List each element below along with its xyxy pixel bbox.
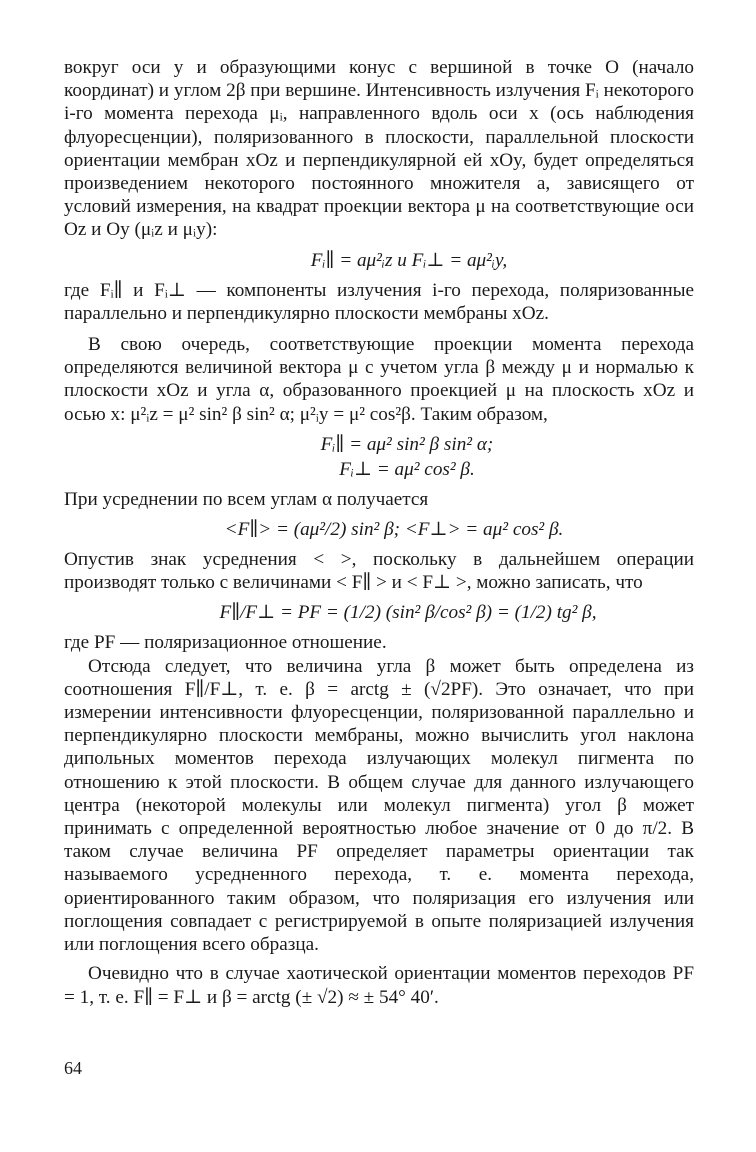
- formula-5: F∥/F⊥ = PF = (1/2) (sin² β/cos² β) = (1/2) tg² β,: [219, 602, 597, 624]
- page-body: [64, 56, 694, 1009]
- paragraph-2: где Fᵢ∥ и Fᵢ⊥ — компоненты излучения i-го перехода, поляризованные параллельно и перпендикулярно плоскости мембраны xOz.: [64, 279, 694, 324]
- formula-3: Fᵢ⊥ = aμ² cos² β.: [339, 458, 475, 480]
- paragraph-5: Опустив знак усреднения < >, поскольку в дальнейшем операции производят только с величинами < F∥ > и < F⊥ >, можно записать, что: [64, 549, 694, 594]
- paragraph-3: В свою очередь, соответствующие проекции момента перехода определяются величиной вектора μ с учетом угла β между μ и нормалью к плоскости xOz и угла α, образованного проекцией μ на плоскость xOz и осью x: μ²ᵢz = μ² sin² β sin² α; μ²ᵢy = μ² cos²β. Таким образом,: [64, 334, 694, 425]
- paragraph-7: Отсюда следует, что величина угла β может быть определена из соотношения F∥/F⊥, т. е. β = arctg ± (√2PF). Это означает, что при измерении интенсивности флуоресценции, поляризованной параллельно и перпендикулярно плоскости мембраны, можно вычислить угол наклона дипольных моментов перехода излучающих молекул пигмента по отношению к этой плоскости. В общем случае для данного излучающего центра (некоторой молекулы или молекул пигмента) угол β может принимать с определенной вероятностью любое значение от 0 до π/2. В таком случае величина PF определяет параметры ориентации так называемого усредненного перехода, т. е. момента перехода, ориентированного таким образом, что поляризация его излучения или поглощения совпадает с регистрируемой в опыте поляризацией излучения или поглощения всего образца.: [64, 655, 694, 956]
- formula-4: <F∥> = (aμ²/2) sin² β; <F⊥> = aμ² cos² β.: [224, 519, 564, 541]
- paragraph-6: где PF — поляризационное отношение.: [64, 632, 387, 654]
- page-number: 64: [64, 1058, 82, 1078]
- formula-1: Fᵢ∥ = aμ²ᵢz и Fᵢ⊥ = aμ²ᵢy,: [310, 249, 508, 271]
- paragraph-8: Очевидно что в случае хаотической ориентации моментов переходов PF = 1, т. е. F∥ = F⊥ и β = arctg (± √2) ≈ ± 54° 40′.: [64, 963, 694, 1008]
- formula-2: Fᵢ∥ = aμ² sin² β sin² α;: [320, 433, 494, 455]
- paragraph-4: При усреднении по всем углам α получается: [64, 488, 429, 510]
- paragraph-1: вокруг оси y и образующими конус с вершиной в точке O (начало координат) и углом 2β при вершине. Интенсивность излучения Fᵢ некоторого i-го момента перехода μᵢ, направленного вдоль оси x (ось наблюдения флуоресценции), поляризованного в плоскости, параллельной плоскости ориентации мембран xOz и перпендикулярной ей xOy, будет определяться произведением некоторого постоянного множителя a, зависящего от условий измерения, на квадрат проекции вектора μ на соответствующие оси Oz и Oy (μᵢz и μᵢy):: [64, 57, 694, 241]
